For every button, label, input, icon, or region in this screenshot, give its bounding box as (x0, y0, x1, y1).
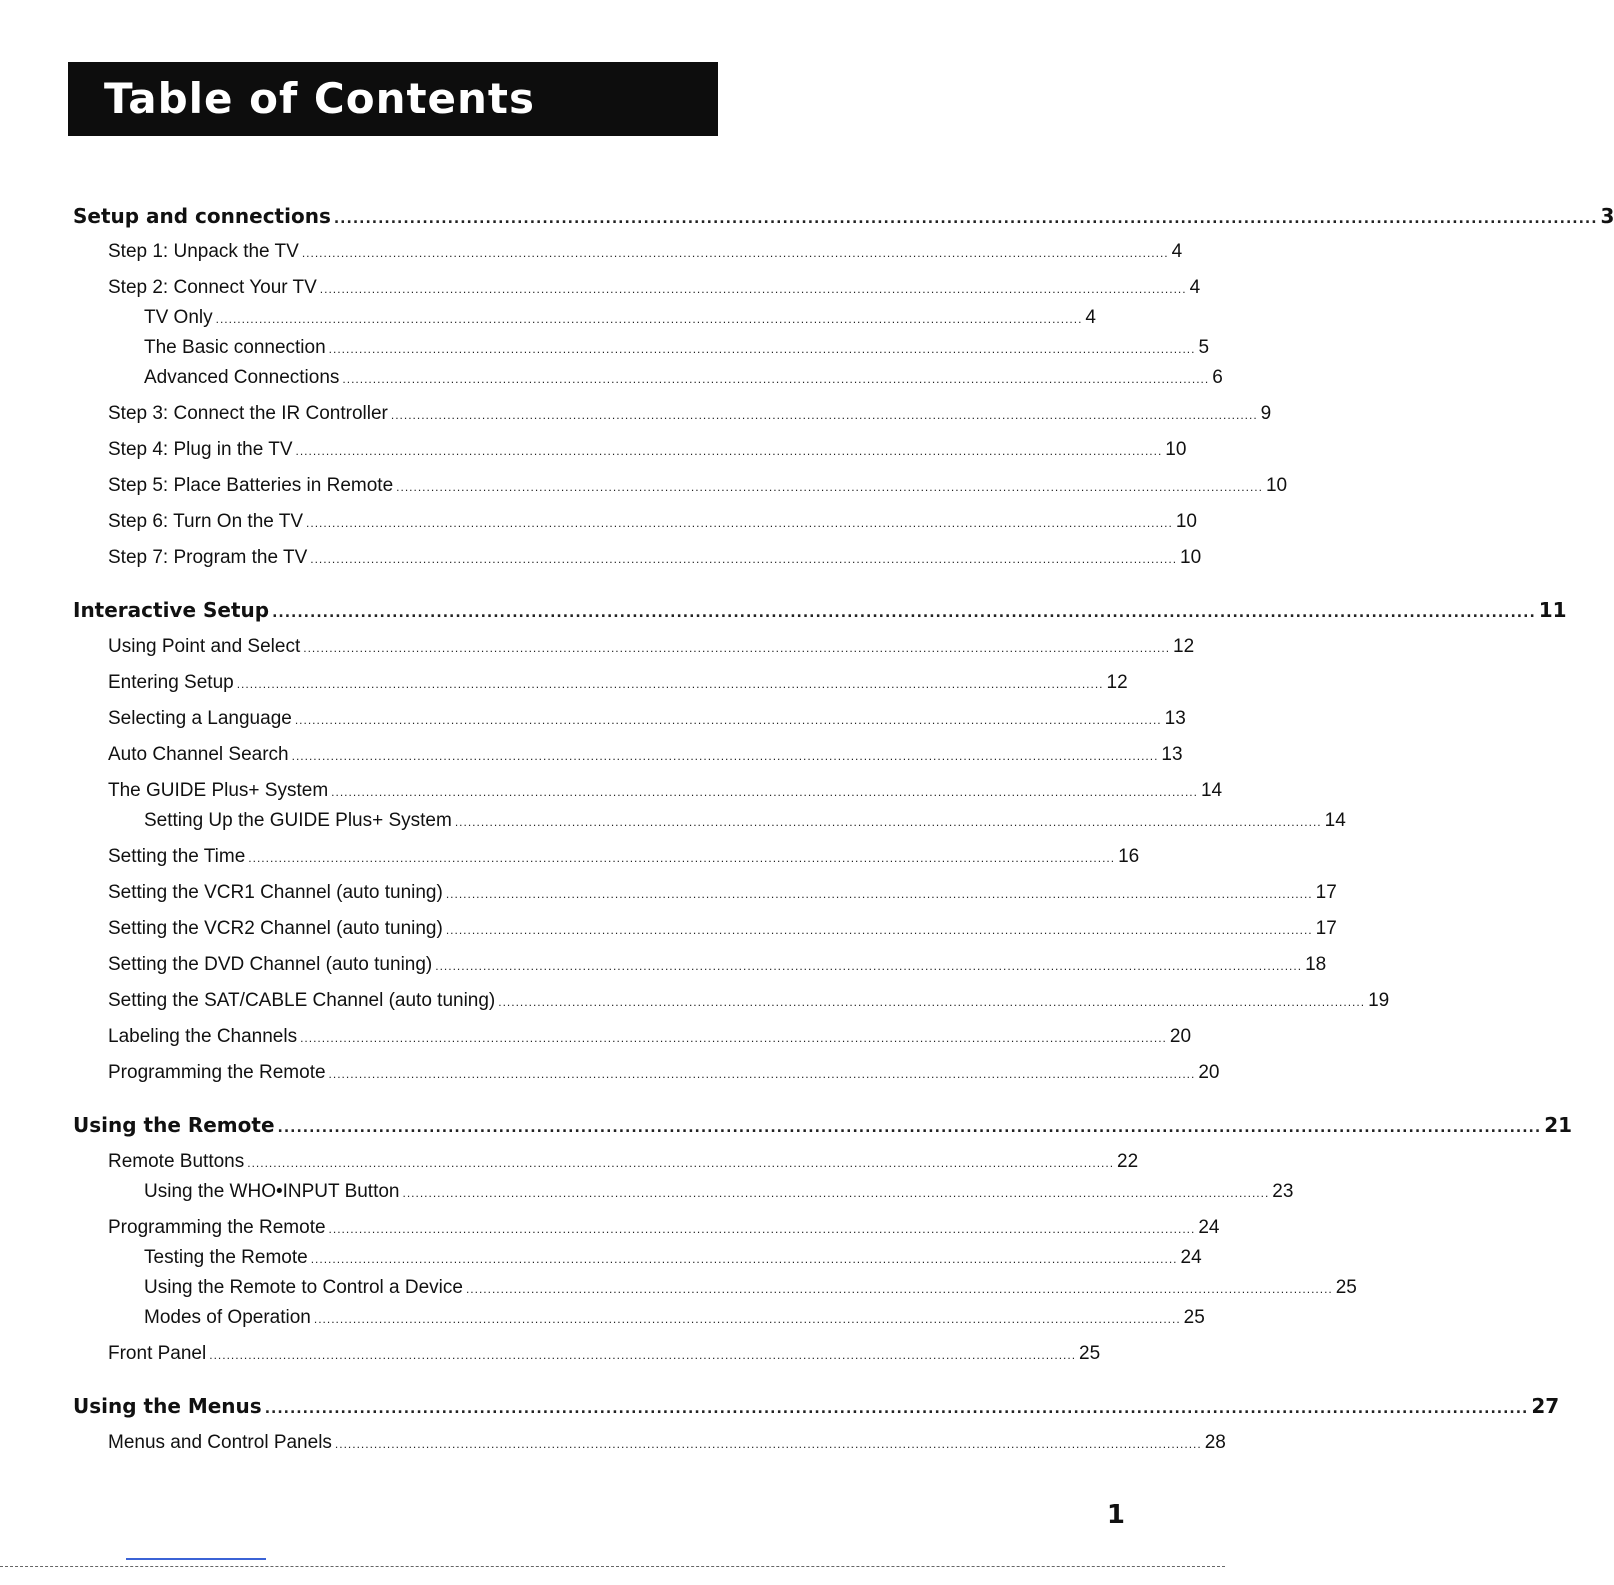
toc-entry-page: 23 (1272, 1181, 1294, 1202)
dot-leader: ........................................................................................................................................................................................................ (334, 1437, 1202, 1451)
toc-entry[interactable] (108, 508, 1197, 536)
dot-leader: ........................................................................................................................................................................................................ (277, 1120, 1542, 1136)
toc-entry[interactable] (108, 544, 1202, 572)
page-title: Table of Contents (104, 74, 536, 123)
toc-section-entry[interactable] (73, 596, 1567, 624)
toc-entry-page: 13 (1164, 708, 1186, 729)
dot-leader: ........................................................................................................................................................................................................ (310, 552, 1178, 566)
toc-entry-label: Programming the Remote (108, 1217, 326, 1238)
toc-entry[interactable] (108, 951, 1327, 979)
toc-subentry[interactable] (144, 364, 1223, 392)
toc-entry[interactable] (108, 274, 1201, 302)
dot-leader: ........................................................................................................................................................................................................ (295, 444, 1163, 458)
toc-entry-page: 25 (1335, 1277, 1357, 1298)
dot-leader: ........................................................................................................................................................................................................ (310, 1252, 1178, 1266)
toc-entry-label: Step 2: Connect Your TV (108, 277, 317, 298)
dot-leader: ........................................................................................................................................................................................................ (390, 408, 1258, 422)
dot-leader: ........................................................................................................................................................................................................ (319, 282, 1187, 296)
toc-entry-label: Setting the Time (108, 846, 246, 867)
toc-entry-page: 14 (1324, 810, 1346, 831)
dot-leader: ........................................................................................................................................................................................................ (328, 1067, 1196, 1081)
toc-entry-page: 27 (1531, 1394, 1560, 1418)
toc-entry-label: Using the Remote (73, 1113, 275, 1137)
dot-leader: ........................................................................................................................................................................................................ (248, 851, 1116, 865)
dot-leader: ........................................................................................................................................................................................................ (396, 480, 1263, 494)
toc-entry-label: Labeling the Channels (108, 1026, 298, 1047)
dot-leader: ........................................................................................................................................................................................................ (247, 1156, 1115, 1170)
toc-entry-page: 13 (1161, 744, 1183, 765)
toc-entry-label: Step 3: Connect the IR Controller (108, 403, 388, 424)
toc-entry-label: Programming the Remote (108, 1062, 326, 1083)
page-edge-divider (0, 1566, 1225, 1567)
toc-section-entry[interactable] (73, 1392, 1560, 1420)
toc-entry-label: Using the WHO•INPUT Button (144, 1181, 400, 1202)
toc-entry[interactable] (108, 843, 1140, 871)
dot-leader: ........................................................................................................................................................................................................ (454, 815, 1322, 829)
dot-leader: ........................................................................................................................................................................................................ (294, 713, 1162, 727)
toc-entry-page: 25 (1079, 1343, 1101, 1364)
toc-entry-page: 18 (1305, 954, 1327, 975)
toc-entry-page: 14 (1200, 780, 1223, 801)
toc-entry-label: Step 4: Plug in the TV (108, 439, 293, 460)
toc-entry-label: Interactive Setup (73, 598, 270, 622)
toc-entry-page: 10 (1165, 439, 1187, 460)
page-number: 1 (1106, 1500, 1125, 1530)
toc-entry[interactable] (108, 1429, 1226, 1457)
toc-entry-page: 20 (1198, 1062, 1220, 1083)
toc-entry-label: Selecting a Language (108, 708, 292, 729)
toc-entry-page: 5 (1198, 337, 1210, 358)
dot-leader: ........................................................................................................................................................................................................ (445, 923, 1313, 937)
toc-entry-page: 16 (1118, 846, 1140, 867)
toc-entry-page: 11 (1538, 598, 1567, 622)
toc-entry-label: Setting the DVD Channel (auto tuning) (108, 954, 433, 975)
toc-entry[interactable] (108, 1148, 1139, 1176)
toc-entry-page: 24 (1180, 1247, 1202, 1268)
dot-leader: ........................................................................................................................................................................................................ (209, 1348, 1077, 1362)
toc-entry[interactable] (108, 915, 1337, 943)
toc-entry[interactable] (108, 777, 1223, 805)
dot-leader: ........................................................................................................................................................................................................ (264, 1401, 1529, 1417)
toc-entry-label: Remote Buttons (108, 1151, 245, 1172)
dot-leader: ........................................................................................................................................................................................................ (300, 1031, 1167, 1045)
toc-entry-page: 24 (1198, 1217, 1220, 1238)
toc-entry-page: 4 (1085, 307, 1096, 328)
toc-entry-label: Front Panel (108, 1343, 207, 1364)
toc-entry-label: Setting Up the GUIDE Plus+ System (144, 810, 452, 831)
toc-entry-label: Step 1: Unpack the TV (108, 241, 299, 262)
toc-entry-page: 12 (1173, 636, 1195, 657)
toc-subentry[interactable] (144, 334, 1210, 362)
dot-leader: ........................................................................................................................................................................................................ (215, 312, 1083, 326)
toc-entry-page: 17 (1315, 882, 1337, 903)
dot-leader: ........................................................................................................................................................................................................ (333, 211, 1598, 227)
toc-entry-page: 21 (1544, 1113, 1573, 1137)
toc-entry-label: Using the Remote to Control a Device (144, 1277, 463, 1298)
dot-leader: ........................................................................................................................................................................................................ (331, 785, 1198, 799)
toc-entry-page: 12 (1106, 672, 1128, 693)
toc-entry[interactable] (108, 436, 1187, 464)
toc-subentry[interactable] (144, 1178, 1294, 1206)
dot-leader: ........................................................................................................................................................................................................ (465, 1282, 1333, 1296)
toc-entry-label: Setting the SAT/CABLE Channel (auto tuning) (108, 990, 496, 1011)
toc-entry[interactable] (108, 1059, 1220, 1087)
toc-entry-page: 4 (1171, 241, 1183, 262)
toc-entry[interactable] (108, 1340, 1101, 1368)
toc-entry-label: Menus and Control Panels (108, 1432, 332, 1453)
dot-leader: ........................................................................................................................................................................................................ (306, 516, 1173, 530)
toc-subentry[interactable] (144, 1274, 1357, 1302)
toc-entry-label: TV Only (144, 307, 213, 328)
toc-entry-page: 20 (1169, 1026, 1192, 1047)
toc-entry-label: Testing the Remote (144, 1247, 308, 1268)
toc-entry-label: Setting the VCR2 Channel (auto tuning) (108, 918, 443, 939)
dot-leader: ........................................................................................................................................................................................................ (303, 641, 1171, 655)
toc-entry-label: Entering Setup (108, 672, 234, 693)
toc-entry-label: The GUIDE Plus+ System (108, 780, 329, 801)
dot-leader: ........................................................................................................................................................................................................ (272, 605, 1536, 621)
dot-leader: ........................................................................................................................................................................................................ (402, 1186, 1270, 1200)
toc-entry-page: 10 (1265, 475, 1288, 496)
toc-entry[interactable] (108, 472, 1288, 500)
toc-entry-label: Advanced Connections (144, 367, 340, 388)
toc-entry-label: Setting the VCR1 Channel (auto tuning) (108, 882, 443, 903)
dot-leader: ........................................................................................................................................................................................................ (236, 677, 1104, 691)
toc-entry[interactable] (108, 879, 1337, 907)
toc-entry-page: 3 (1600, 204, 1614, 228)
toc-entry[interactable] (108, 1214, 1220, 1242)
toc-entry-page: 19 (1368, 990, 1390, 1011)
toc-section-entry[interactable] (73, 1111, 1573, 1139)
toc-entry-label: The Basic connection (144, 337, 326, 358)
toc-entry-label: Modes of Operation (144, 1307, 311, 1328)
link-underline (126, 1558, 266, 1560)
toc-section-entry[interactable] (73, 202, 1614, 230)
toc-entry-page: 10 (1175, 511, 1197, 532)
dot-leader: ........................................................................................................................................................................................................ (342, 372, 1210, 386)
dot-leader: ........................................................................................................................................................................................................ (498, 995, 1366, 1009)
toc-entry-page: 9 (1260, 403, 1272, 424)
toc-entry[interactable] (108, 669, 1128, 697)
toc-entry-page: 25 (1183, 1307, 1205, 1328)
toc-entry[interactable] (108, 633, 1195, 661)
toc-entry-label: Using the Menus (73, 1394, 262, 1418)
toc-entry[interactable] (108, 1023, 1192, 1051)
toc-subentry[interactable] (144, 1304, 1205, 1332)
toc-entry-page: 4 (1189, 277, 1201, 298)
toc-entry[interactable] (108, 741, 1183, 769)
toc-entry[interactable] (108, 705, 1186, 733)
toc-entry-page: 10 (1180, 547, 1202, 568)
toc-entry-label: Step 5: Place Batteries in Remote (108, 475, 394, 496)
toc-entry[interactable] (108, 400, 1272, 428)
toc-entry-label: Using Point and Select (108, 636, 301, 657)
dot-leader: ........................................................................................................................................................................................................ (445, 887, 1313, 901)
toc-entry[interactable] (108, 987, 1390, 1015)
toc-entry-label: Step 6: Turn On the TV (108, 511, 304, 532)
toc-entry-page: 17 (1315, 918, 1337, 939)
toc-subentry[interactable] (144, 1244, 1202, 1272)
toc-entry-page: 22 (1117, 1151, 1139, 1172)
toc-entry-page: 6 (1212, 367, 1223, 388)
toc-entry-page: 28 (1204, 1432, 1226, 1453)
toc-subentry[interactable] (144, 304, 1096, 332)
dot-leader: ........................................................................................................................................................................................................ (435, 959, 1303, 973)
toc-subentry[interactable] (144, 807, 1346, 835)
dot-leader: ........................................................................................................................................................................................................ (313, 1312, 1181, 1326)
toc-entry-label: Step 7: Program the TV (108, 547, 308, 568)
dot-leader: ........................................................................................................................................................................................................ (328, 342, 1196, 356)
dot-leader: ........................................................................................................................................................................................................ (301, 246, 1169, 260)
dot-leader: ........................................................................................................................................................................................................ (328, 1222, 1196, 1236)
dot-leader: ........................................................................................................................................................................................................ (291, 749, 1159, 763)
toc-entry-label: Auto Channel Search (108, 744, 289, 765)
toc-entry-label: Setup and connections (73, 204, 331, 228)
toc-entry[interactable] (108, 238, 1183, 266)
